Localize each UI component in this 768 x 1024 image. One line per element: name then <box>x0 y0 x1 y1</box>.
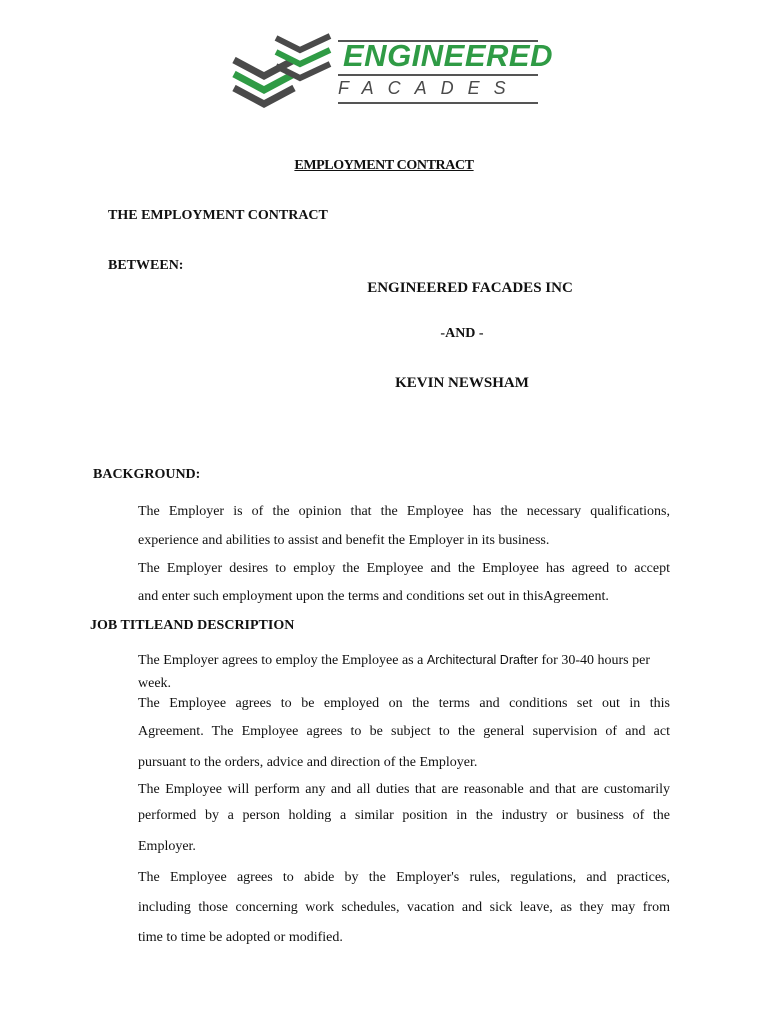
background-line: experience and abilities to assist and benefit the Employer in its business. <box>138 533 550 548</box>
job-line: including those concerning work schedules, vacation and sick leave, as they may from <box>138 900 670 915</box>
job-title: Architectural Drafter <box>426 653 539 667</box>
document-title: EMPLOYMENT CONTRACT <box>294 158 474 173</box>
logo-rule-bottom <box>338 102 538 104</box>
contract-heading: THE EMPLOYMENT CONTRACT <box>108 208 328 223</box>
job-line: The Employee agrees to be employed on the terms and conditions set out in this <box>138 696 670 711</box>
chevron-logo-icon <box>228 32 340 114</box>
job-line: The Employee agrees to abide by the Employer's rules, regulations, and practices, <box>138 870 670 885</box>
company-logo <box>228 32 553 114</box>
background-line: The Employer is of the opinion that the Employee has the necessary qualifications, <box>138 504 670 519</box>
job-heading: JOB TITLEAND DESCRIPTION <box>90 618 295 633</box>
job-line-text: for 30-40 hours per <box>538 653 650 668</box>
job-line-first <box>138 653 650 669</box>
employer-party-name: ENGINEERED FACADES INC <box>367 280 573 296</box>
job-line: week. <box>138 676 172 691</box>
background-heading: BACKGROUND: <box>93 467 201 482</box>
background-line: The Employer desires to employ the Employee and the Employee has agreed to accept <box>138 561 670 576</box>
employee-party-name: KEVIN NEWSHAM <box>395 375 529 391</box>
job-line: Employer. <box>138 839 196 854</box>
logo-wordmark: ENGINEERED <box>343 38 553 73</box>
logo-rule-middle <box>338 74 538 76</box>
job-line: time to time be adopted or modified. <box>138 930 343 945</box>
between-label: BETWEEN: <box>108 258 184 273</box>
job-line: performed by a person holding a similar position in the industry or business of the <box>138 808 670 823</box>
job-line: Agreement. The Employee agrees to be subject to the general supervision of and act <box>138 724 670 739</box>
logo-subtitle: FACADES <box>338 78 520 98</box>
job-line: pursuant to the orders, advice and direction of the Employer. <box>138 755 478 770</box>
background-line: and enter such employment upon the terms and conditions set out in thisAgreement. <box>138 589 609 604</box>
and-label: -AND - <box>440 326 484 341</box>
job-line-text: The Employer agrees to employ the Employee as a <box>138 653 427 668</box>
job-line: The Employee will perform any and all duties that are reasonable and that are customarily <box>138 782 670 797</box>
